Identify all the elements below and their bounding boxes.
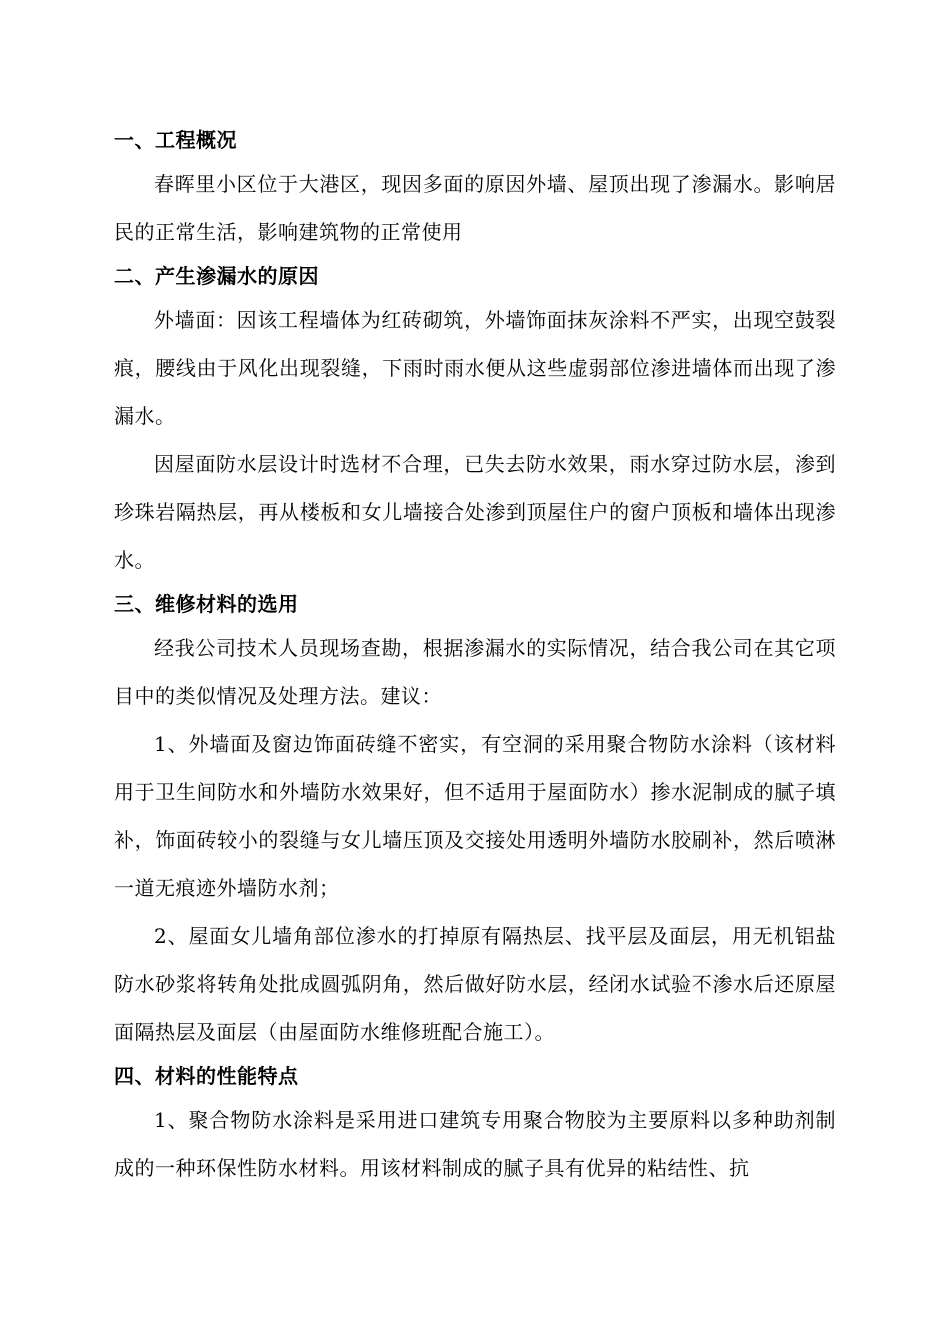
section-material-properties — [114, 1056, 836, 1192]
section-overview — [114, 120, 836, 256]
paragraph: 因屋面防水层设计时选材不合理，已失去防水效果，雨水穿过防水层，渗到珍珠岩隔热层，再从楼板和女儿墙接合处渗到顶屋住户的窗户顶板和墙体出现渗水。 — [114, 452, 836, 572]
paragraph: 外墙面：因该工程墙体为红砖砌筑，外墙饰面抹灰涂料不严实，出现空鼓裂痕，腰线由于风化出现裂缝，下雨时雨水便从这些虚弱部位渗进墙体而出现了渗漏水。 — [114, 308, 836, 428]
paragraph: 春晖里小区位于大港区，现因多面的原因外墙、屋顶出现了渗漏水。影响居民的正常生活，影响建筑物的正常使用 — [114, 172, 836, 244]
section-heading: 四、材料的性能特点 — [114, 1064, 299, 1088]
paragraph: 1、外墙面及窗边饰面砖缝不密实，有空洞的采用聚合物防水涂料（该材料用于卫生间防水和外墙防水效果好，但不适用于屋面防水）掺水泥制成的腻子填补，饰面砖较小的裂缝与女儿墙压顶及交接处用透明外墙防水胶刷补，然后喷淋一道无痕迹外墙防水剂； — [114, 732, 836, 900]
section-leak-causes — [114, 256, 836, 584]
paragraph: 2、屋面女儿墙角部位渗水的打掉原有隔热层、找平层及面层，用无机铝盐防水砂浆将转角处批成圆弧阴角，然后做好防水层，经闭水试验不渗水后还原屋面隔热层及面层（由屋面防水维修班配合施工）。 — [114, 924, 836, 1044]
section-heading: 一、工程概况 — [114, 128, 237, 152]
section-heading: 二、产生渗漏水的原因 — [114, 264, 319, 288]
section-heading: 三、维修材料的选用 — [114, 592, 299, 616]
paragraph: 经我公司技术人员现场查勘，根据渗漏水的实际情况，结合我公司在其它项目中的类似情况及处理方法。建议： — [114, 636, 836, 708]
paragraph: 1、聚合物防水涂料是采用进口建筑专用聚合物胶为主要原料以多种助剂制成的一种环保性防水材料。用该材料制成的腻子具有优异的粘结性、抗 — [114, 1108, 836, 1180]
section-material-selection — [114, 584, 836, 1056]
